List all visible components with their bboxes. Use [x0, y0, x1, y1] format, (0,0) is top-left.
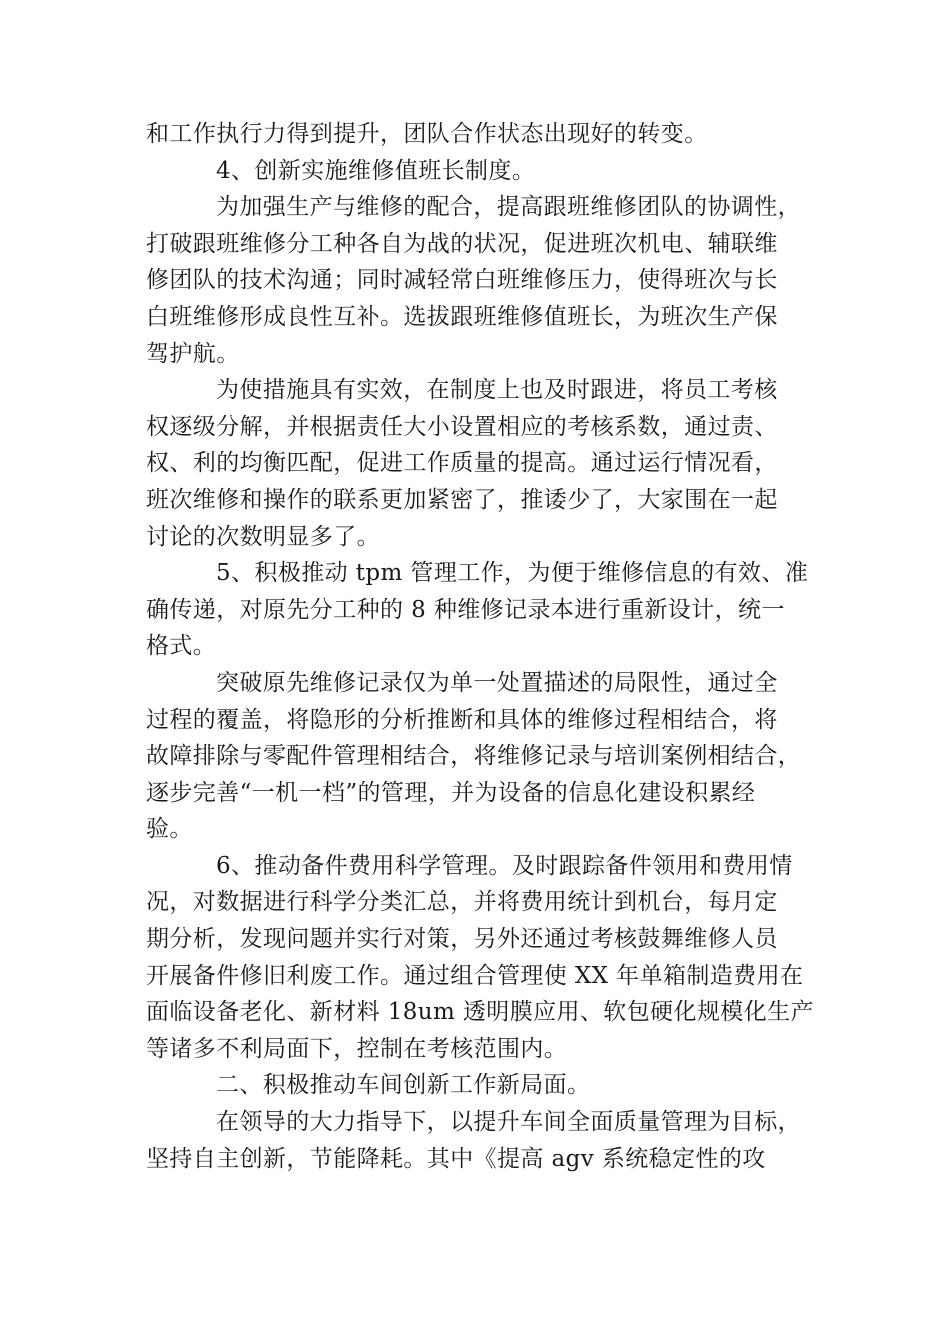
text-line: 和工作执行力得到提升，团队合作状态出现好的转变。 — [146, 121, 708, 147]
text-line: 班次维修和操作的联系更加紧密了，推诿少了，大家围在一起 — [146, 486, 778, 513]
text-line: 权、利的均衡匹配，促进工作质量的提高。通过运行情况看， — [146, 450, 778, 477]
text-line: 开展备件修旧利废工作。通过组合管理使 XX 年单箱制造费用在 — [146, 962, 804, 989]
text-line: 况，对数据进行科学分类汇总，并将费用统计到机台，每月定 — [146, 889, 778, 916]
text-line: 突破原先维修记录仅为单一处置描述的局限性，通过全 — [216, 669, 778, 696]
text-line: 4、创新实施维修值班长制度。 — [216, 157, 536, 184]
text-line: 期分析，发现问题并实行对策，另外还通过考核鼓舞维修人员 — [146, 926, 778, 953]
text-line: 坚持自主创新，节能降耗。其中《提高 agv 系统稳定性的攻 — [146, 1145, 766, 1172]
text-line: 确传递，对原先分工种的 8 种维修记录本进行重新设计，统一 — [146, 596, 785, 623]
text-line: 格式。 — [146, 633, 217, 660]
text-line: 打破跟班维修分工种各自为战的状况，促进班次机电、辅联维 — [146, 230, 778, 257]
text-line: 讨论的次数明显多了。 — [146, 523, 380, 550]
text-line: 等诸多不利局面下，控制在考核范围内。 — [146, 1035, 568, 1062]
document-body — [146, 116, 814, 1177]
text-line: 6、推动备件费用科学管理。及时跟踪备件领用和费用情 — [216, 852, 793, 879]
text-line: 二、积极推动车间创新工作新局面。 — [216, 1072, 591, 1099]
text-line: 权逐级分解，并根据责任大小设置相应的考核系数，通过责、 — [146, 413, 778, 440]
text-line: 修团队的技术沟通；同时减轻常白班维修压力，使得班次与长 — [146, 267, 778, 294]
text-line: 在领导的大力指导下，以提升车间全面质量管理为目标， — [216, 1109, 801, 1136]
text-line: 为加强生产与维修的配合，提高跟班维修团队的协调性， — [216, 194, 801, 221]
text-line: 驾护航。 — [146, 340, 240, 367]
text-line: 逐步完善“一机一档”的管理，并为设备的信息化建设积累经 — [146, 779, 756, 806]
text-line: 为使措施具有实效，在制度上也及时跟进，将员工考核 — [216, 377, 778, 404]
text-line: 故障排除与零配件管理相结合，将维修记录与培训案例相结合， — [146, 743, 802, 770]
text-line: 5、积极推动 tpm 管理工作，为便于维修信息的有效、准 — [216, 560, 809, 587]
text-line: 面临设备老化、新材料 18um 透明膜应用、软包硬化规模化生产 — [146, 999, 814, 1026]
text-line: 白班维修形成良性互补。选拔跟班维修值班长，为班次生产保 — [146, 303, 778, 330]
text-line: 过程的覆盖，将隐形的分析推断和具体的维修过程相结合，将 — [146, 706, 778, 733]
text-line: 验。 — [146, 816, 193, 843]
